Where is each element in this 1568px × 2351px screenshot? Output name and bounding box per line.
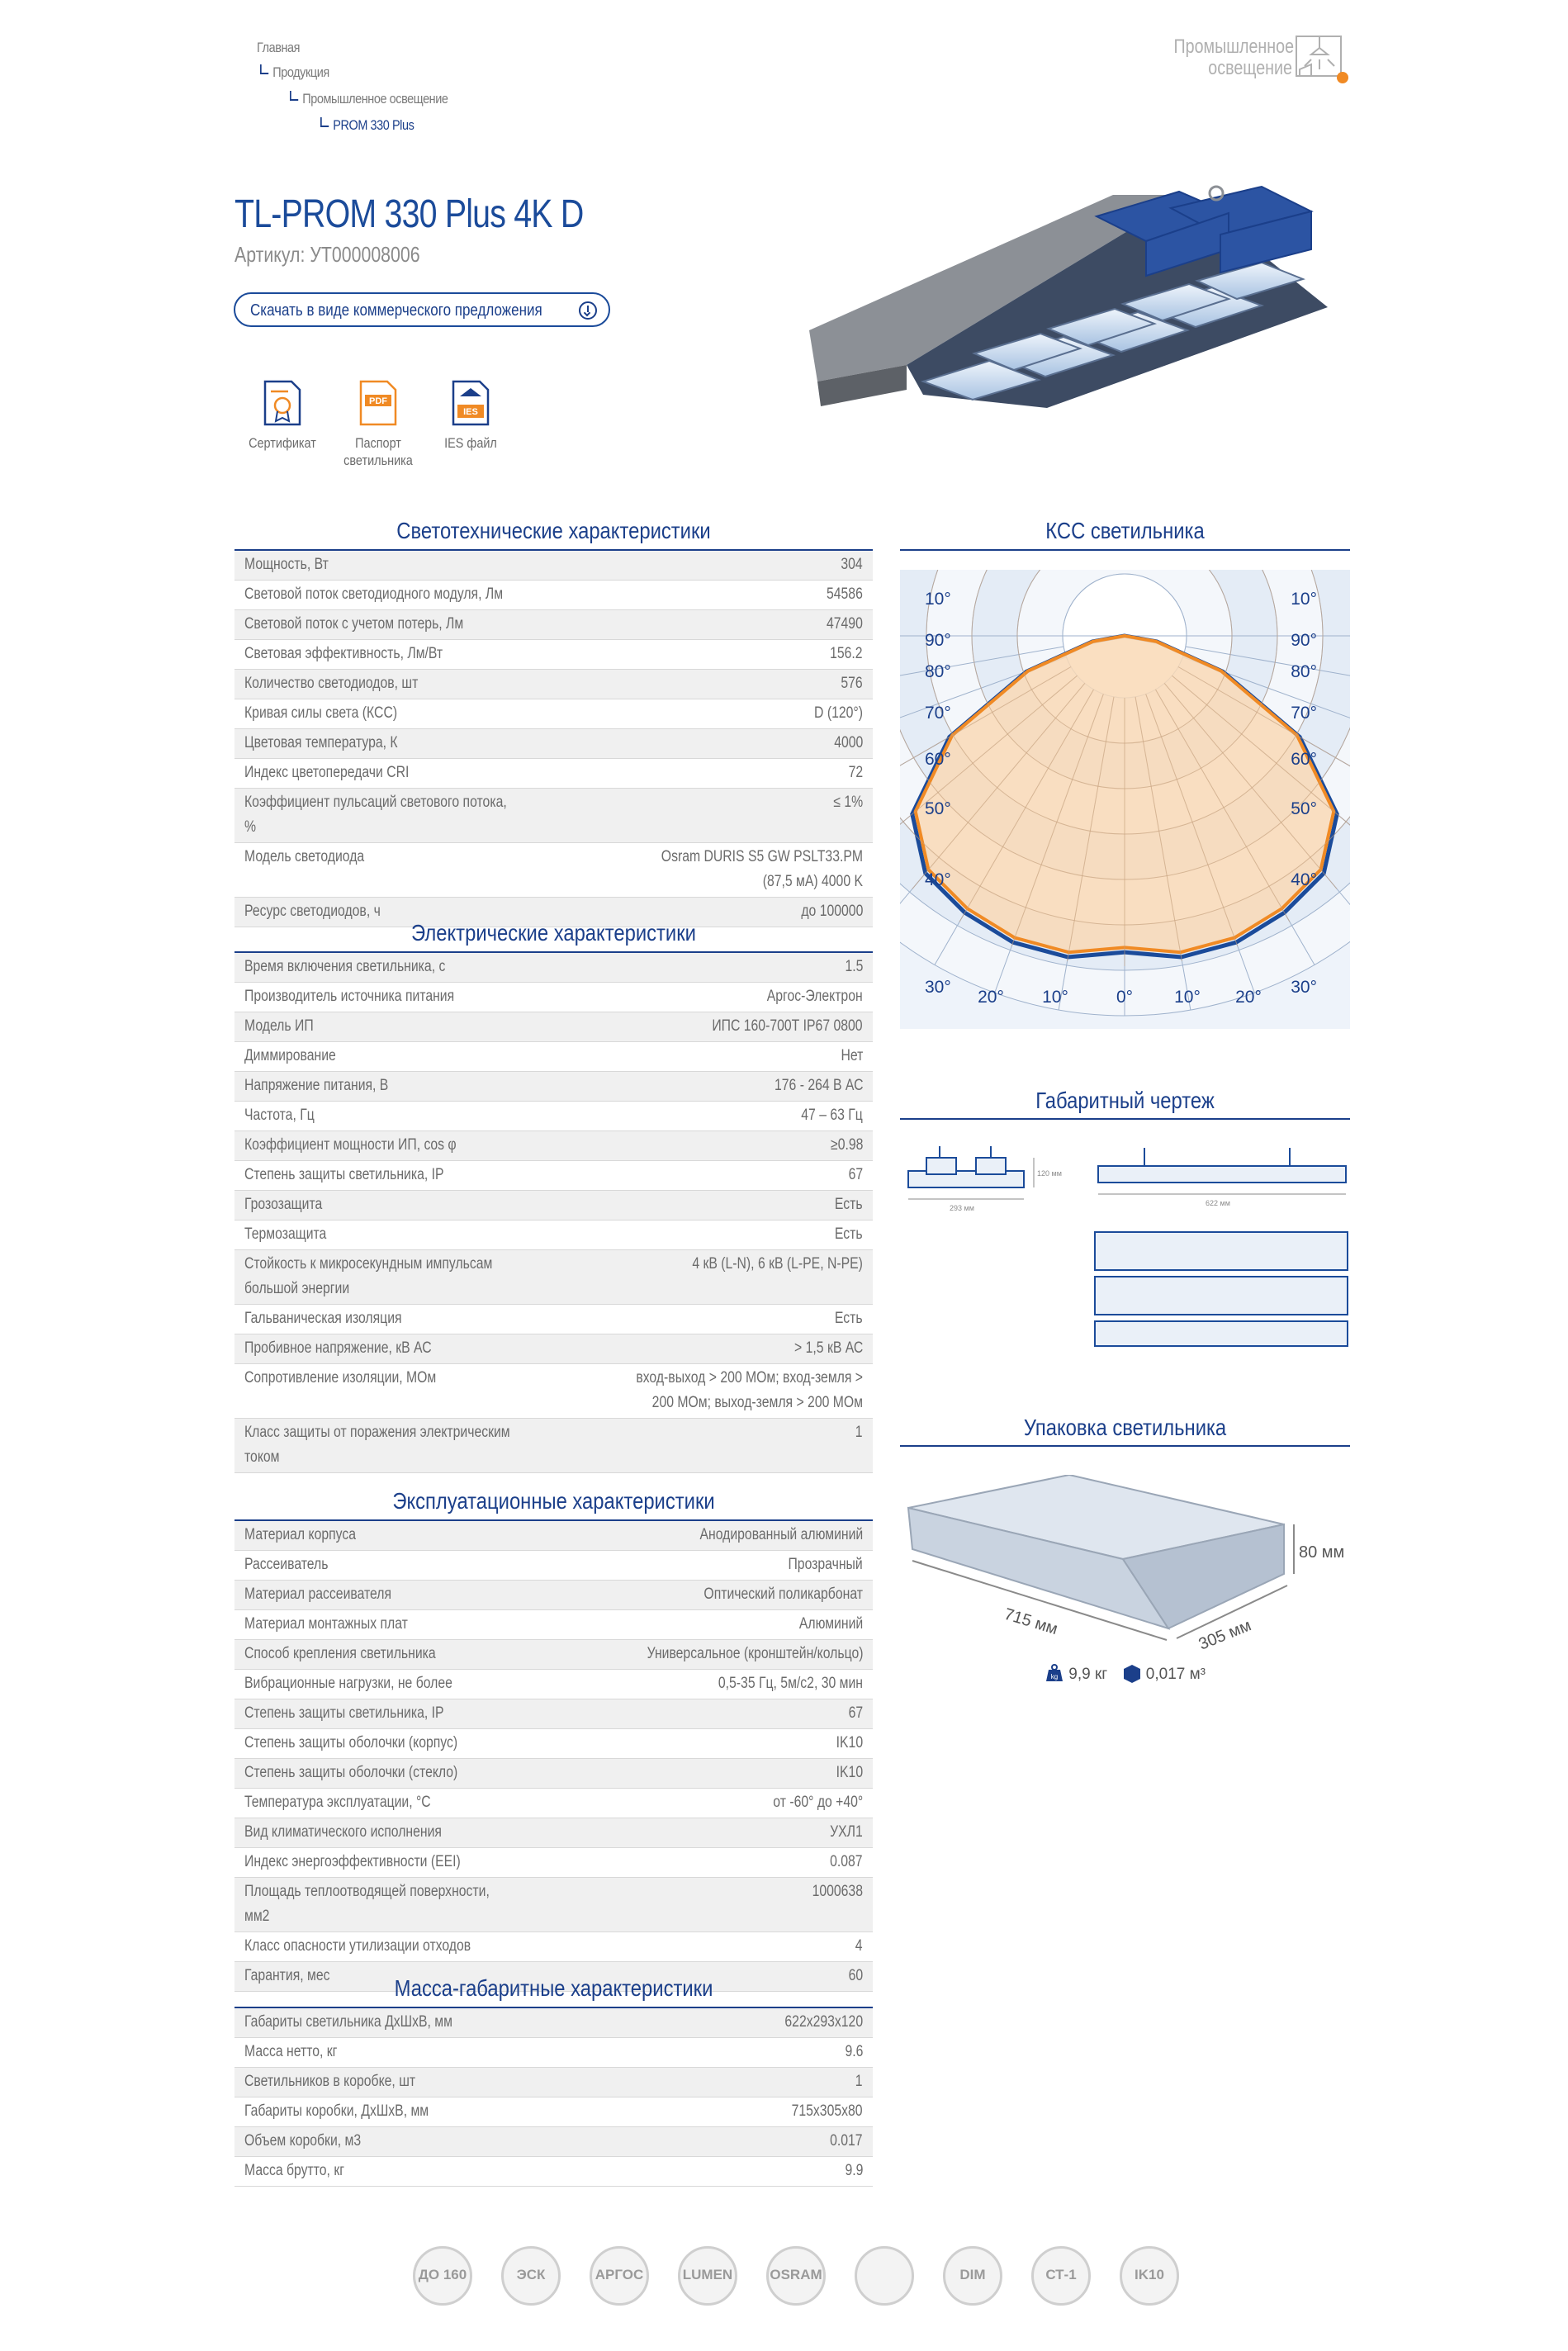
spec-value: 67 — [848, 1704, 863, 1722]
spec-value: 60 — [848, 1967, 863, 1984]
spec-label: Степень защиты светильника, IP — [244, 1166, 444, 1183]
polar-angle-label: 90° — [925, 631, 951, 650]
download-icon — [579, 301, 597, 320]
spec-row — [234, 729, 873, 759]
polar-angle-label: 90° — [1291, 631, 1317, 650]
mass-specs-title: Масса-габаритные характеристики — [394, 1975, 713, 2001]
spec-label: Цветовая температура, К — [244, 734, 398, 751]
spec-value: 4 — [855, 1937, 863, 1955]
spec-row — [234, 1161, 873, 1191]
polar-angle-label: 80° — [1291, 662, 1317, 681]
package-box-image — [904, 1475, 1354, 1661]
spec-row — [234, 2068, 873, 2097]
download-offer-button[interactable]: Скачать в виде коммерческого предложения — [234, 292, 610, 327]
ies-icon — [452, 380, 490, 426]
spec-value: 0,5-35 Гц, 5м/с2, 30 мин — [718, 1675, 863, 1692]
spec-row — [234, 1670, 873, 1699]
spec-label: Частота, Гц — [244, 1107, 315, 1124]
spec-label: Диммирование — [244, 1047, 336, 1064]
spec-row — [234, 699, 873, 729]
spec-value: Прозрачный — [788, 1556, 863, 1573]
spec-label: Индекс цветопередачи CRI — [244, 764, 410, 781]
certification-logo — [855, 2246, 914, 2306]
svg-text:293 мм: 293 мм — [950, 1204, 974, 1212]
spec-row — [234, 1699, 873, 1729]
spec-label: Масса брутто, кг — [244, 2162, 344, 2179]
spec-label: Способ крепления светильника — [244, 1645, 436, 1662]
spec-row — [234, 1789, 873, 1818]
spec-label: Объем коробки, м3 — [244, 2132, 362, 2150]
certificate-link[interactable]: Сертификат — [237, 380, 328, 452]
spec-value: Есть — [835, 1310, 863, 1327]
spec-label: Сопротивление изоляции, МОм — [244, 1369, 437, 1386]
polar-angle-label: 40° — [1291, 870, 1317, 889]
spec-value: 67 — [848, 1166, 863, 1183]
spec-label: Гальваническая изоляция — [244, 1310, 402, 1327]
spec-label: Коэффициент пульсаций светового потока, % — [244, 794, 507, 836]
polar-angle-label: 10° — [925, 590, 951, 609]
light-specs-title: Светотехнические характеристики — [396, 518, 711, 543]
spec-value: от -60° до +40° — [773, 1794, 863, 1811]
spec-label: Напряжение питания, В — [244, 1077, 389, 1094]
spec-row — [234, 1848, 873, 1878]
spec-label: Площадь теплоотводящей поверхности, мм2 — [244, 1883, 490, 1925]
spec-label: Модель ИП — [244, 1017, 314, 1035]
spec-label: Количество светодиодов, шт — [244, 675, 419, 692]
spec-row — [234, 843, 873, 898]
spec-label: Коэффициент мощности ИП, cos φ — [244, 1136, 457, 1154]
spec-value: 1 — [855, 1424, 863, 1441]
polar-angle-label: 10° — [1042, 988, 1068, 1007]
spec-row — [234, 1250, 873, 1305]
spec-row — [234, 2157, 873, 2187]
spec-row — [234, 640, 873, 670]
spec-value: Алюминий — [798, 1615, 863, 1633]
spec-value: 4000 — [833, 734, 863, 751]
spec-row — [234, 1191, 873, 1221]
spec-label: Степень защиты светильника, IP — [244, 1704, 444, 1722]
spec-row — [234, 1131, 873, 1161]
spec-value: 715х305х80 — [792, 2102, 863, 2120]
spec-label: Класс опасности утилизации отходов — [244, 1937, 471, 1955]
svg-text:80 мм: 80 мм — [1299, 1543, 1345, 1562]
drawing-divider — [900, 1118, 1350, 1120]
spec-row — [234, 581, 873, 610]
electric-specs-title: Электрические характеристики — [411, 920, 696, 946]
spec-row — [234, 2008, 873, 2038]
ies-file-link[interactable]: IES IES файл — [425, 380, 516, 452]
spec-value: > 1,5 кВ АС — [793, 1339, 863, 1357]
certificate-icon — [263, 380, 301, 426]
spec-value: 72 — [848, 764, 863, 781]
package-title: Упаковка светильника — [1023, 1415, 1227, 1440]
spec-row — [234, 1581, 873, 1610]
spec-label: Кривая силы света (КСС) — [244, 704, 398, 722]
polar-chart — [900, 570, 1350, 1029]
weight-icon — [1045, 1663, 1064, 1683]
spec-value: 0.017 — [830, 2132, 863, 2150]
spec-value: 9.6 — [845, 2043, 863, 2060]
spec-row — [234, 1102, 873, 1131]
polar-angle-label: 70° — [925, 704, 951, 723]
spec-value: Есть — [835, 1225, 863, 1243]
polar-angle-label: 20° — [1235, 988, 1262, 1007]
polar-angle-label: 10° — [1291, 590, 1317, 609]
polar-angle-label: 10° — [1174, 988, 1201, 1007]
spec-label: Материал рассеивателя — [244, 1586, 392, 1603]
spec-row — [234, 1640, 873, 1670]
polar-angle-label: 20° — [978, 988, 1004, 1007]
spec-value: 1 — [855, 2073, 863, 2090]
spec-row — [234, 789, 873, 843]
polar-chart-divider — [900, 549, 1350, 551]
industrial-lighting-icon — [1295, 35, 1349, 84]
spec-row — [234, 1221, 873, 1250]
product-title: TL-PROM 330 Plus 4K D — [234, 192, 584, 236]
polar-chart-title: КСС светильника — [1045, 518, 1205, 543]
spec-value: 1000638 — [812, 1883, 863, 1900]
spec-value: Анодированный алюминий — [699, 1526, 863, 1543]
drawing-title: Габаритный чертеж — [1035, 1088, 1215, 1113]
category-label: Промышленное освещение — [1173, 36, 1295, 79]
spec-row — [234, 1012, 873, 1042]
operation-specs-title: Эксплуатационные характеристики — [392, 1488, 715, 1514]
spec-label: Мощность, Вт — [244, 556, 329, 573]
spec-row — [234, 1759, 873, 1789]
spec-value: 156.2 — [830, 645, 863, 662]
spec-row — [234, 1932, 873, 1962]
polar-angle-label: 30° — [1291, 978, 1317, 997]
spec-label: Вид климатического исполнения — [244, 1823, 442, 1841]
spec-row — [234, 1729, 873, 1759]
polar-angle-label: 30° — [925, 978, 951, 997]
spec-value: 47490 — [827, 615, 863, 633]
spec-value: ≥0.98 — [830, 1136, 863, 1154]
spec-label: Световой поток светодиодного модуля, Лм — [244, 585, 504, 603]
spec-label: Время включения светильника, с — [244, 958, 446, 975]
spec-value: 9.9 — [845, 2162, 863, 2179]
certification-logo: IK10 — [1120, 2246, 1179, 2306]
spec-row — [234, 759, 873, 789]
polar-angle-label: 50° — [925, 799, 951, 818]
svg-text:715 мм: 715 мм — [1002, 1604, 1060, 1639]
spec-value: IK10 — [836, 1734, 863, 1751]
spec-value: 622х293х120 — [784, 2013, 863, 2031]
spec-row — [234, 1551, 873, 1581]
package-weight-volume: kg 9,9 кг 0,017 м³ — [1045, 1663, 1210, 1684]
spec-label: Рассеиватель — [244, 1556, 329, 1573]
spec-label: Пробивное напряжение, кВ АС — [244, 1339, 432, 1357]
spec-row — [234, 1305, 873, 1334]
light-specs-table — [234, 551, 873, 927]
spec-row — [234, 2127, 873, 2157]
spec-label: Индекс энергоэффективности (EEI) — [244, 1853, 461, 1870]
polar-angle-label: 40° — [925, 870, 951, 889]
spec-value: 4 кВ (L-N), 6 кВ (L-PE, N-PE) — [692, 1255, 863, 1273]
spec-value: ИПС 160-700Т IP67 0800 — [712, 1017, 863, 1035]
product-article: Артикул: УТ000008006 — [234, 242, 420, 267]
spec-label: Степень защиты оболочки (стекло) — [244, 1764, 458, 1781]
spec-value: Аргос-Электрон — [767, 988, 863, 1005]
certification-logo: ЭСК — [501, 2246, 561, 2306]
certification-logo: СТ-1 — [1031, 2246, 1091, 2306]
certification-logo: DIM — [943, 2246, 1002, 2306]
certification-logo: ДО 160 — [413, 2246, 472, 2306]
spec-row — [234, 2097, 873, 2127]
spec-row — [234, 551, 873, 581]
breadcrumb-industrial[interactable]: Промышленное освещение — [290, 91, 448, 107]
spec-label: Габариты коробки, ДхШхВ, мм — [244, 2102, 429, 2120]
polar-angle-label: 0° — [1116, 988, 1134, 1007]
spec-label: Температура эксплуатации, °С — [244, 1794, 431, 1811]
svg-text:305 мм: 305 мм — [1196, 1616, 1254, 1654]
svg-text:120 мм: 120 мм — [1037, 1169, 1062, 1178]
spec-row — [234, 983, 873, 1012]
breadcrumb-products[interactable]: Продукция — [260, 64, 329, 81]
spec-value: Универсальное (кронштейн/кольцо) — [647, 1645, 863, 1662]
spec-label: Светильников в коробке, шт — [244, 2073, 416, 2090]
spec-value: 54586 — [827, 585, 863, 603]
spec-row — [234, 610, 873, 640]
spec-label: Класс защиты от поражения электрическим током — [244, 1424, 510, 1466]
polar-angle-label: 80° — [925, 662, 951, 681]
spec-label: Гарантия, мес — [244, 1967, 330, 1984]
spec-row — [234, 670, 873, 699]
spec-value: 576 — [841, 675, 863, 692]
spec-value: Оптический поликарбонат — [703, 1586, 863, 1603]
mass-specs-table — [234, 2008, 873, 2187]
polar-angle-label: 60° — [925, 750, 951, 769]
spec-label: Световая эффективность, Лм/Вт — [244, 645, 443, 662]
polar-angle-label: 60° — [1291, 750, 1317, 769]
package-divider — [900, 1445, 1350, 1447]
polar-angle-label: 70° — [1291, 704, 1317, 723]
spec-row — [234, 1878, 873, 1932]
dimension-drawing — [900, 1140, 1350, 1354]
spec-value: Osram DURIS S5 GW PSLT33.PM (87,5 мА) 4000 K — [661, 848, 863, 890]
spec-value: 0.087 — [830, 1853, 863, 1870]
spec-label: Материал монтажных плат — [244, 1615, 408, 1633]
svg-text:PDF: PDF — [369, 396, 387, 406]
spec-label: Материал корпуса — [244, 1526, 357, 1543]
spec-label: Степень защиты оболочки (корпус) — [244, 1734, 458, 1751]
passport-link[interactable]: PDF Паспорт светильника — [333, 380, 424, 469]
spec-value: до 100000 — [801, 903, 863, 920]
certification-logo: АРГОС — [590, 2246, 649, 2306]
spec-row — [234, 1610, 873, 1640]
svg-text:622 мм: 622 мм — [1206, 1199, 1230, 1207]
spec-label: Ресурс светодиодов, ч — [244, 903, 381, 920]
certification-logo: LUMEN — [678, 2246, 737, 2306]
spec-row — [234, 1072, 873, 1102]
spec-row — [234, 1364, 873, 1419]
product-image — [799, 183, 1366, 408]
spec-value: IK10 — [836, 1764, 863, 1781]
spec-value: 304 — [841, 556, 863, 573]
spec-value: ≤ 1% — [833, 794, 863, 811]
svg-text:kg: kg — [1050, 1673, 1059, 1680]
spec-value: D (120°) — [814, 704, 863, 722]
spec-value: 1.5 — [845, 958, 863, 975]
spec-value: 47 – 63 Гц — [801, 1107, 863, 1124]
certification-logo: OSRAM — [766, 2246, 826, 2306]
spec-row — [234, 953, 873, 983]
spec-label: Вибрационные нагрузки, не более — [244, 1675, 452, 1692]
spec-value: 176 - 264 В АС — [774, 1077, 863, 1094]
spec-row — [234, 1419, 873, 1473]
spec-value: УХЛ1 — [830, 1823, 863, 1841]
spec-value: Нет — [841, 1047, 863, 1064]
volume-icon — [1122, 1663, 1142, 1683]
spec-row — [234, 1521, 873, 1551]
spec-label: Термозащита — [244, 1225, 327, 1243]
spec-row — [234, 2038, 873, 2068]
electric-specs-table — [234, 953, 873, 1473]
svg-text:IES: IES — [463, 407, 478, 417]
spec-row — [234, 1818, 873, 1848]
spec-label: Производитель источника питания — [244, 988, 455, 1005]
spec-value: вход-выход > 200 МОм; вход-земля > 200 МОм; выход-земля > 200 МОм — [636, 1369, 863, 1411]
spec-label: Масса нетто, кг — [244, 2043, 338, 2060]
spec-row — [234, 1042, 873, 1072]
operation-specs-table — [234, 1521, 873, 1992]
spec-label: Габариты светильника ДхШхВ, мм — [244, 2013, 452, 2031]
breadcrumb-current: PROM 330 Plus — [320, 117, 414, 134]
spec-label: Стойкость к микросекундным импульсам большой энергии — [244, 1255, 493, 1297]
spec-label: Модель светодиода — [244, 848, 365, 865]
spec-value: Есть — [835, 1196, 863, 1213]
polar-angle-label: 50° — [1291, 799, 1317, 818]
spec-label: Световой поток с учетом потерь, Лм — [244, 615, 464, 633]
spec-label: Грозозащита — [244, 1196, 323, 1213]
pdf-icon — [359, 380, 397, 426]
spec-row — [234, 1334, 873, 1364]
breadcrumb-home[interactable]: Главная — [257, 40, 301, 55]
